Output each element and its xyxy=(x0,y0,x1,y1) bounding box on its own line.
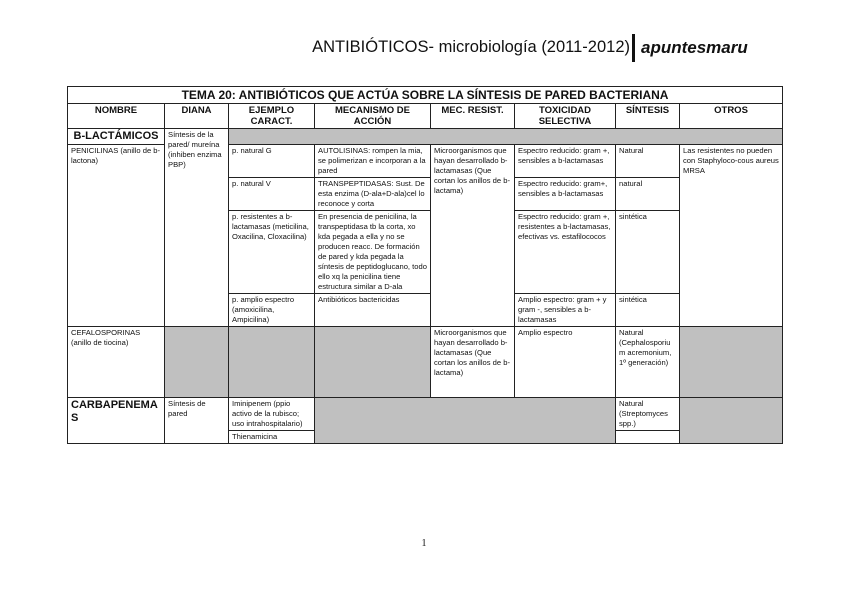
sintesis-empty xyxy=(616,431,680,444)
document-title: ANTIBIÓTICOS- microbiología (2011-2012) xyxy=(312,38,630,56)
ejemplo-cell: p. amplio espectro (amoxicilina, Ampicilina) xyxy=(229,294,315,327)
sintesis-cefalosporinas: Natural (Cephalosporium acremonium, 1º generación) xyxy=(616,327,680,398)
nombre-cefalosporinas: CEFALOSPORINAS (anillo de tiocina) xyxy=(68,327,165,398)
page-header xyxy=(0,38,848,68)
mecanismo-cell: Antibióticos bactericidas xyxy=(315,294,431,327)
shaded-cell xyxy=(229,327,315,398)
toxicidad-cell: Espectro reducido: gram +, resistentes a b-lactamasas, efectivas vs. estafilococos xyxy=(515,211,616,294)
sintesis-cell: sintética xyxy=(616,294,680,327)
antibiotics-table xyxy=(67,86,783,444)
header-row xyxy=(68,104,783,129)
col-header-mecanismo: MECANISMO DE ACCIÓN xyxy=(315,104,431,129)
table-row xyxy=(68,327,783,398)
shaded-cell xyxy=(165,327,229,398)
sintesis-cell: natural xyxy=(616,178,680,211)
header-divider xyxy=(632,34,635,62)
group-blactamicos: B-LACTÁMICOS xyxy=(68,129,165,145)
ejemplo-cell: p. resistentes a b-lactamasas (meticilina, Oxacilina, Cloxacilina) xyxy=(229,211,315,294)
sintesis-carbapenemas: Natural (Streptomyces spp.) xyxy=(616,398,680,431)
ejemplo-cell: Thienamicina xyxy=(229,431,315,444)
shaded-cell xyxy=(229,129,783,145)
otros-penicilinas: Las resistentes no pueden con Staphyloco-cous aureus MRSA xyxy=(680,145,783,327)
col-header-otros: OTROS xyxy=(680,104,783,129)
mecanismo-cell: TRANSPEPTIDASAS: Sust. De esta enzima (D-ala+D-ala)cel lo reconoce y corta xyxy=(315,178,431,211)
table-row xyxy=(68,129,783,145)
sintesis-cell: sintética xyxy=(616,211,680,294)
nombre-carbapenemas: CARBAPENEMAS xyxy=(68,398,165,444)
toxicidad-cell: Espectro reducido: gram +, sensibles a b-lactamasas xyxy=(515,145,616,178)
diana-blactamicos: Síntesis de la pared/ mureína (inhiben enzima PBP) xyxy=(165,129,229,327)
col-header-ejemplo: EJEMPLO CARACT. xyxy=(229,104,315,129)
sintesis-cell: Natural xyxy=(616,145,680,178)
page-number: 1 xyxy=(421,538,427,549)
table-row xyxy=(68,398,783,431)
mec-resist-cefalosporinas: Microorganismos que hayan desarrollado b-lactamasas (Que cortan los anillos de b-lactama) xyxy=(431,327,515,398)
table-title: TEMA 20: ANTIBIÓTICOS QUE ACTÚA SOBRE LA SÍNTESIS DE PARED BACTERIANA xyxy=(68,87,783,104)
col-header-nombre: NOMBRE xyxy=(68,104,165,129)
ejemplo-cell: Iminipenem (ppio activo de la rubisco; uso intrahospitalario) xyxy=(229,398,315,431)
toxicidad-cell: Espectro reducido: gram+, sensibles a b-lactamasas xyxy=(515,178,616,211)
col-header-sintesis: SÍNTESIS xyxy=(616,104,680,129)
ejemplo-cell: p. natural G xyxy=(229,145,315,178)
mecanismo-cell: En presencia de penicilina, la transpeptidasa tb la corta, xo kda pegada a ella y no se producen reacc. De formación de pared y kda pegada la síntesis de peptidoglucano, todo ello xq la penicilina tiene estructura similar a D-ala xyxy=(315,211,431,294)
diana-carbapenemas: Síntesis de pared xyxy=(165,398,229,444)
col-header-diana: DIANA xyxy=(165,104,229,129)
mec-resist-penicilinas: Microorganismos que hayan desarrollado b-lactamasas (Que cortan los anillos de b-lactama) xyxy=(431,145,515,327)
shaded-cell xyxy=(680,327,783,398)
shaded-cell xyxy=(315,398,616,444)
shaded-cell xyxy=(680,398,783,444)
mecanismo-cell: AUTOLISINAS: rompen la mia, se polimerizan e incorporan a la pared xyxy=(315,145,431,178)
col-header-toxicidad: TOXICIDAD SELECTIVA xyxy=(515,104,616,129)
shaded-cell xyxy=(315,327,431,398)
ejemplo-cell: p. natural V xyxy=(229,178,315,211)
col-header-mec-resist: MEC. RESIST. xyxy=(431,104,515,129)
brand-name: apuntesmaru xyxy=(641,38,748,57)
toxicidad-cefalosporinas: Amplio espectro xyxy=(515,327,616,398)
toxicidad-cell: Amplio espectro: gram + y gram -, sensibles a b-lactamasas xyxy=(515,294,616,327)
nombre-penicilinas: PENICILINAS (anillo de b-lactona) xyxy=(68,145,165,327)
